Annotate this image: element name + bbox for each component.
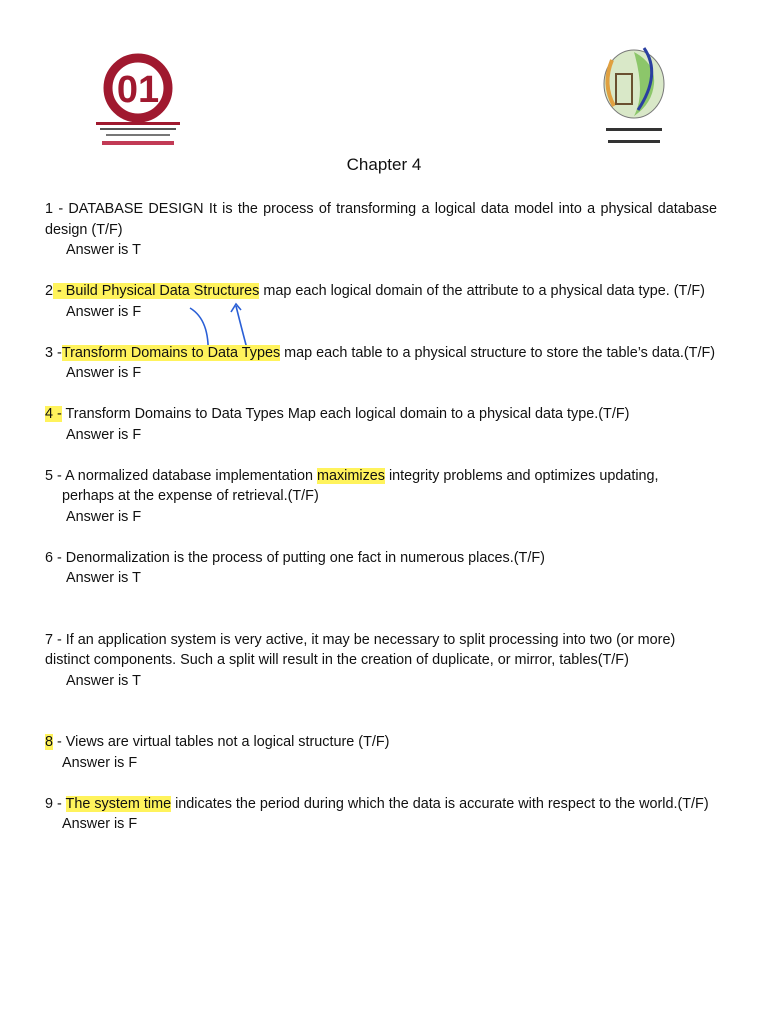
question-number: 6: [45, 549, 54, 566]
answer: Answer is T: [66, 242, 141, 258]
question-1: [45, 199, 717, 261]
question-text: indicates the period during which the data is accurate with respect to the world.(T/F): [171, 795, 709, 812]
question-list: [45, 199, 717, 835]
question-number: 8: [45, 734, 54, 750]
question-text-continued: perhaps at the expense of retrieval.(T/F): [62, 488, 319, 504]
answer: Answer is T: [66, 672, 141, 689]
question-text: map each logical domain of the attribute to a physical data type. (T/F): [259, 283, 705, 299]
question-2: [45, 281, 717, 322]
question-3: 3 -Transform Domains to Data Types map each table to a physical structure to store the table’s data.(T/F) Answer is F: [45, 343, 717, 384]
question-9: 9 - The system time indicates the period during which the data is accurate with respect to the world.(T/F) Answer is F: [45, 794, 717, 835]
question-text: Transform Domains to Data Types Map each logical domain to a physical data type.(T/F): [61, 406, 630, 422]
highlighted-text: - Build Physical Data Structures: [53, 283, 260, 299]
answer: Answer is F: [66, 508, 142, 525]
faculty-of-computers-logo: [86, 52, 190, 150]
fayoum-university-logo: [594, 44, 674, 150]
question-text: - Denormalization is the process of putting one fact in numerous places.(T/F): [53, 549, 545, 566]
question-number: 7: [45, 631, 54, 648]
answer: Answer is F: [62, 754, 138, 771]
question-number: 5: [45, 467, 54, 484]
page-title: Chapter 4: [346, 155, 422, 174]
question-text: - A normalized database implementation: [53, 467, 317, 484]
answer: Answer is F: [62, 816, 138, 832]
question-8: [45, 732, 717, 773]
highlighted-text: The system time: [65, 795, 172, 812]
question-text: map each table to a physical structure to store the table’s data.(T/F): [280, 344, 716, 361]
question-number: 4 -: [45, 406, 62, 422]
answer: Answer is F: [66, 303, 142, 320]
question-number: 1: [45, 201, 54, 217]
question-6: [45, 548, 717, 589]
question-text: - DATABASE DESIGN It is the process of transforming a logical data model into a physical database design (T/F): [45, 201, 717, 238]
answer: Answer is F: [66, 365, 142, 381]
question-text: - Views are virtual tables not a logical structure (T/F): [53, 734, 390, 750]
highlighted-text: Transform Domains to Data Types: [61, 344, 281, 361]
question-7: [45, 630, 717, 692]
answer: Answer is T: [66, 570, 141, 586]
highlighted-text: maximizes: [317, 467, 385, 484]
question-number: 9: [45, 795, 54, 812]
question-text: - If an application system is very active, it may be necessary to split processing into two (or more) distinct components. Such a split will result in the creation of duplicate, or mirror, tables(T/F): [45, 631, 676, 668]
question-number: 3: [45, 344, 54, 361]
svg-text:01: 01: [116, 69, 160, 111]
question-4: [45, 404, 717, 445]
question-5: 5 - A normalized database implementation maximizes integrity problems and optimizes updating, perhaps at the expense of retrieval.(T/F) Answer is F: [45, 466, 717, 528]
question-number: 2: [45, 283, 54, 299]
answer: Answer is F: [66, 426, 142, 443]
